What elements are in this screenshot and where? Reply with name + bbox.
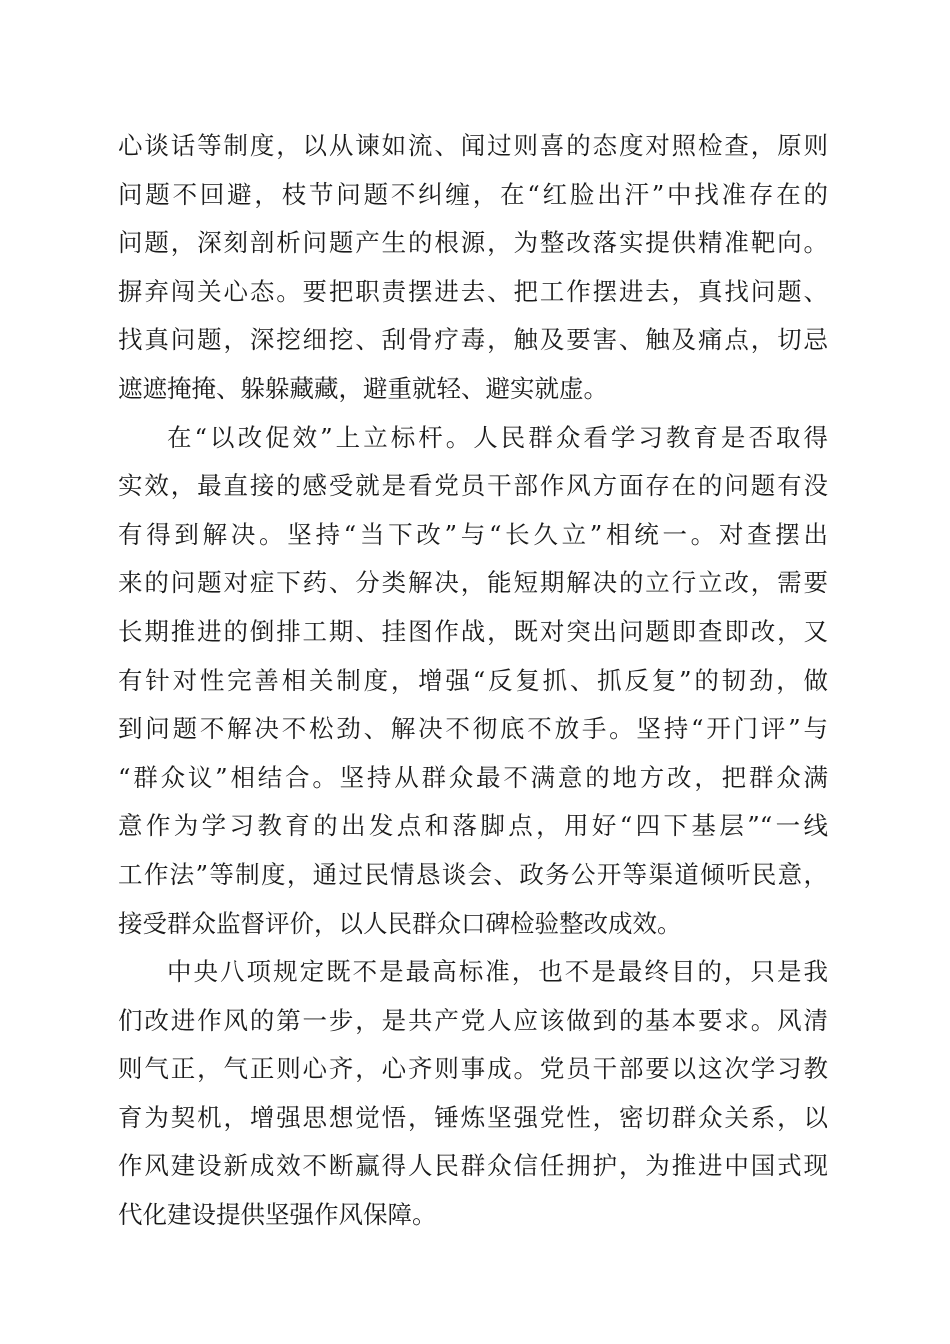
text-line: 在“以改促效”上立标杆。人民群众看学习教育是否取得 <box>167 422 828 452</box>
text-line: 接受群众监督评价，以人民群众口碑检验整改成效。 <box>118 908 682 938</box>
text-line: 长期推进的倒排工期、挂图作战，既对突出问题即查即改，又 <box>118 616 828 646</box>
text-line: 有得到解决。坚持“当下改”与“长久立”相统一。对查摆出 <box>118 519 828 549</box>
text-line: 作风建设新成效不断赢得人民群众信任拥护，为推进中国式现 <box>118 1151 828 1181</box>
text-line: 遮遮掩掩、躲躲藏藏，避重就轻、避实就虚。 <box>118 373 608 403</box>
text-line: 摒弃闯关心态。要把职责摆进去、把工作摆进去，真找问题、 <box>118 276 828 306</box>
text-line: 到问题不解决不松劲、解决不彻底不放手。坚持“开门评”与 <box>118 714 828 744</box>
paragraph-3 <box>118 948 828 1240</box>
text-line: 问题不回避，枝节问题不纠缠，在“红脸出汗”中找准存在的 <box>118 179 828 209</box>
paragraph-1 <box>118 122 828 414</box>
text-line: 们改进作风的第一步，是共产党人应该做到的基本要求。风清 <box>118 1005 828 1035</box>
text-line: 则气正，气正则心齐，心齐则事成。党员干部要以这次学习教 <box>118 1054 828 1084</box>
text-line: 心谈话等制度，以从谏如流、闻过则喜的态度对照检查，原则 <box>118 131 828 160</box>
text-line: 来的问题对症下药、分类解决，能短期解决的立行立改，需要 <box>118 568 828 598</box>
text-line: 中央八项规定既不是最高标准，也不是最终目的，只是我 <box>167 957 828 987</box>
text-line: 有针对性完善相关制度，增强“反复抓、抓反复”的韧劲，做 <box>118 665 828 695</box>
text-line: 育为契机，增强思想觉悟，锤炼坚强党性，密切群众关系，以 <box>118 1102 828 1132</box>
text-line: 问题，深刻剖析问题产生的根源，为整改落实提供精准靶向。 <box>118 228 828 258</box>
body-text <box>118 122 828 1240</box>
paragraph-2 <box>118 414 828 949</box>
text-line: 找真问题，深挖细挖、刮骨疗毒，触及要害、触及痛点，切忌 <box>118 325 828 355</box>
text-line: “群众议”相结合。坚持从群众最不满意的地方改，把群众满 <box>118 762 828 792</box>
text-line: 代化建设提供坚强作风保障。 <box>118 1200 437 1230</box>
text-line: 工作法”等制度，通过民情恳谈会、政务公开等渠道倾听民意， <box>118 859 828 889</box>
text-line: 实效，最直接的感受就是看党员干部作风方面存在的问题有没 <box>118 471 828 501</box>
text-line: 意作为学习教育的出发点和落脚点，用好“四下基层”“一线 <box>118 811 828 841</box>
